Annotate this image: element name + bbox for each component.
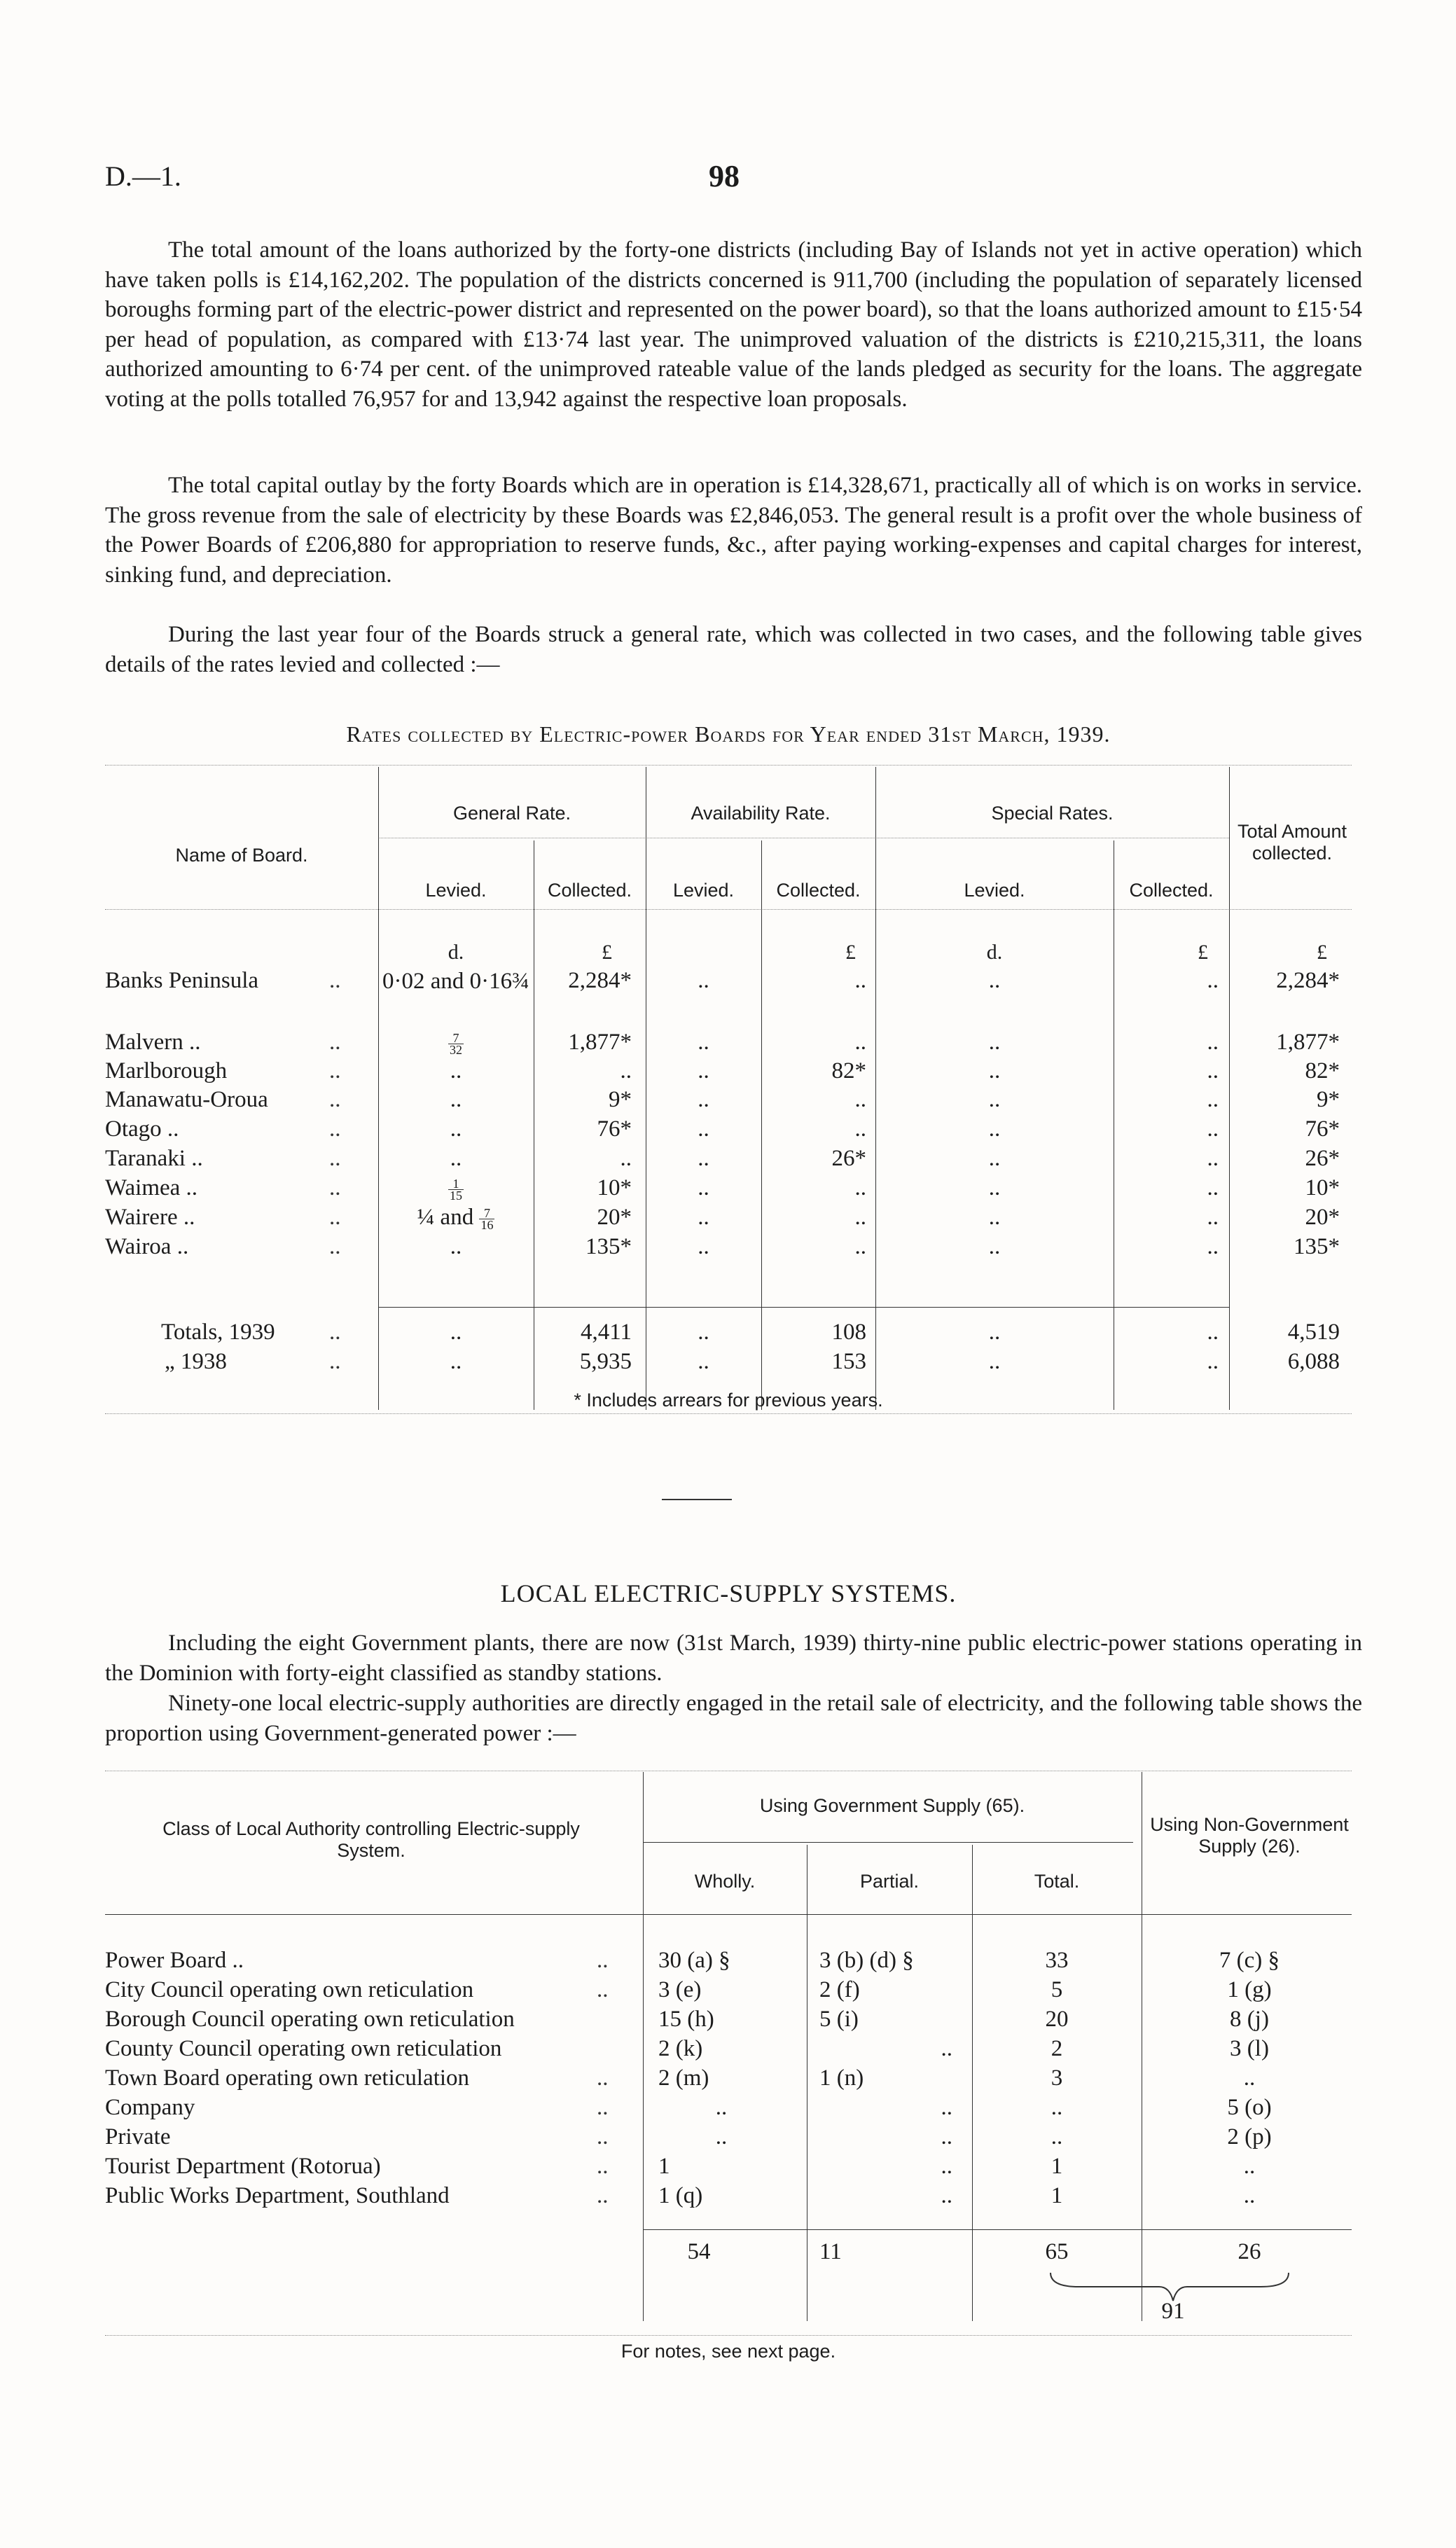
rates-row-avail-collected: .. [854,1175,866,1200]
supply-row-partial: 5 (i) [819,2007,859,2032]
col-header-class: Class of Local Authority controlling Electric-supply System. [162,1818,580,1861]
rates-row-gen-collected: 2,284* [568,968,632,993]
rates-row-spec-collected: .. [1207,1087,1219,1112]
rates-row-gen-levied: 0·02 and 0·16¾ [382,969,529,994]
supply-row-name: Company [105,2095,195,2120]
supply-row-total: 5 [1051,1977,1063,2002]
table-bottom-rule [105,2335,1352,2336]
intro-paragraph-2: The total capital outlay by the forty Boards which are in operation is £14,328,671, practically all of which is on works in service. The gross revenue from the sale of electricity by these Boards was £2,846,053. The general result is a profit over the whole business of the Power Boards of £206,880 for appropriation to reserve funds, &c., after paying working-expenses and capital charges for interest, sinking fund, and depreciation. [105,473,1362,588]
sub-header-levied: Levied. [964,880,1025,901]
rates-row-spec-levied: .. [988,1205,1001,1230]
rates-row-name: Malvern .. [105,1030,201,1055]
supply-row-non-gov: 2 (p) [1227,2124,1272,2149]
rates-row-spec-collected: .. [1207,1205,1219,1230]
supply-row-total: 20 [1045,2007,1069,2032]
leader-dots: .. [329,1175,341,1200]
col-header-total: Total Amount collected. [1237,821,1347,864]
supply-row-wholly: 1 [658,2154,670,2179]
supply-row-wholly: 3 (e) [658,1977,702,2002]
rates-row-avail-levied: .. [698,1058,709,1083]
leader-dots: .. [597,2124,609,2149]
fraction [479,1207,494,1231]
supply-row-partial: .. [941,2095,952,2120]
leader-dots: .. [597,1948,609,1973]
rates-row-avail-levied: .. [698,1234,709,1259]
sub-header-collected: Collected. [776,880,861,901]
total-gov: 65 [1045,2239,1069,2264]
rates-row-total: 76* [1305,1116,1340,1142]
rates-row-spec-collected: .. [1207,1234,1219,1259]
rates-total-row-name: Totals, 1939 [161,1320,275,1345]
rates-row-name: Wairere .. [105,1205,195,1230]
rates-total-row-gen-levied: .. [450,1320,462,1345]
rates-row-avail-collected: .. [854,1234,866,1259]
rates-total-row-avail-collected: 153 [831,1349,866,1374]
supply-row-total: 2 [1051,2036,1063,2061]
supply-row-non-gov: 7 (c) § [1219,1948,1280,1973]
supply-row-partial: .. [941,2036,952,2061]
rates-total-row-gen-levied: .. [450,1349,462,1374]
rates-table-caption: Rates collected by Electric-power Boards for Year ended 31st March, 1939. [346,721,1111,747]
intro-paragraph-3: During the last year four of the Boards struck a general rate, which was collected in two cases, and the following table gives details of the rates levied and collected :— [105,622,1362,677]
rates-total-row-avail-levied: .. [698,1320,709,1345]
rates-row-avail-collected: 26* [831,1146,866,1171]
page-number: 98 [709,159,740,193]
rates-row-gen-levied [378,1174,534,1202]
fraction-denominator: 32 [450,1042,462,1057]
rates-row-total: 2,284* [1276,968,1340,993]
rates-total-row-avail-collected: 108 [831,1320,866,1345]
rates-total-row-total: 6,088 [1287,1349,1340,1374]
rates-row-spec-collected: .. [1207,968,1219,993]
rates-row-name: Wairoa .. [105,1234,189,1259]
sub-header-wholly: Wholly. [694,1871,756,1892]
supply-row-partial: .. [941,2124,952,2149]
totals-rule [643,2229,1352,2230]
leader-dots: .. [329,1349,341,1374]
leader-dots: .. [329,1320,341,1345]
supply-row-non-gov: 3 (l) [1230,2036,1269,2061]
fraction-numerator: 1 [448,1178,464,1190]
supply-row-total: 1 [1051,2154,1063,2179]
rates-row-name: Banks Peninsula [105,968,259,993]
supply-row-wholly: .. [715,2124,728,2149]
rates-row-spec-levied: .. [988,968,1001,993]
grand-total: 91 [1161,2299,1185,2324]
leader-dots: .. [597,2154,609,2179]
leader-dots: .. [597,2095,609,2120]
table-bottom-rule [105,1413,1352,1414]
section-paragraph-2: Ninety-one local electric-supply authorities are directly engaged in the retail sale of electricity, and the following table shows the proportion using Government-generated power :— [105,1691,1362,1746]
rates-row-gen-collected: 1,877* [568,1030,632,1055]
supply-row-name: Town Board operating own reticulation [105,2065,470,2091]
supply-row-name: Power Board .. [105,1948,244,1973]
rates-row-avail-levied: .. [698,1205,709,1230]
leader-dots: .. [329,1116,341,1142]
leader-dots: .. [329,1146,341,1171]
leader-dots: .. [329,968,341,993]
supply-row-total: .. [1051,2095,1063,2120]
supply-row-total: 3 [1051,2065,1063,2091]
rates-row-gen-levied: .. [450,1058,462,1083]
leader-dots: .. [329,1058,341,1083]
supply-row-total: 1 [1051,2183,1063,2208]
rates-row-spec-levied: .. [988,1030,1001,1055]
rates-total-row-gen-collected: 5,935 [579,1349,632,1374]
fraction-numerator: 7 [448,1032,464,1044]
rates-total-row-spec-collected: .. [1207,1320,1219,1345]
rates-row-spec-levied: .. [988,1146,1001,1171]
rates-row-spec-collected: .. [1207,1146,1219,1171]
rates-row-total: 26* [1305,1146,1340,1171]
header-bottom-rule [105,1914,1352,1915]
leader-dots: .. [597,2065,609,2091]
rates-total-row-gen-collected: 4,411 [580,1320,632,1345]
rates-row-spec-levied: .. [988,1116,1001,1142]
unit-label: £ [602,941,612,964]
supply-footnote: For notes, see next page. [620,2341,836,2362]
rates-row-gen-levied [378,1203,534,1231]
supply-row-partial: .. [941,2154,952,2179]
col-header-non-gov: Using Non-Government Supply (26). [1150,1814,1349,1857]
supply-row-wholly: 1 (q) [658,2183,703,2208]
rates-row-gen-levied: .. [450,1234,462,1259]
section-title: LOCAL ELECTRIC-SUPPLY SYSTEMS. [500,1579,957,1607]
intro-paragraph-1: The total amount of the loans authorized by the forty-one districts (including Bay of Islands not yet in active operation) which have taken polls is £14,162,202. The population of the districts concerned is 911,700 (including the population of separately licensed boroughs forming part of the electric-power district and represented on the power board), so that the loans authorized amount to £15·54 per head of population, as compared with £13·74 last year. The unimproved valuation of the districts is £210,215,311, the loans authorized amounting to 6·74 per cent. of the unimproved rateable value of the lands pledged as security for the loans. The aggregate voting at the polls totalled 76,957 for and 13,942 against the respective loan proposals. [105,237,1362,412]
supply-row-partial: 1 (n) [819,2065,864,2091]
rates-row-spec-levied: .. [988,1087,1001,1112]
rates-row-avail-levied: .. [698,1116,709,1142]
supply-row-partial: 2 (f) [819,1977,860,2002]
rates-row-gen-collected: 135* [585,1234,632,1259]
rates-total-row-spec-levied: .. [988,1349,1001,1374]
section-paragraph-1: Including the eight Government plants, there are now (31st March, 1939) thirty-nine public electric-power stations operating in the Dominion with forty-eight classified as standby stations. [105,1630,1362,1686]
supply-row-total: .. [1051,2124,1063,2149]
rates-row-gen-collected: 20* [597,1205,632,1230]
sub-header-total: Total. [1034,1871,1080,1892]
supply-row-wholly: 15 (h) [658,2007,714,2032]
leader-dots: .. [329,1234,341,1259]
rates-row-spec-collected: .. [1207,1058,1219,1083]
rates-row-total: 20* [1305,1205,1340,1230]
supply-row-name: Borough Council operating own reticulation [105,2007,515,2032]
header-bottom-rule [105,909,1352,910]
rates-row-avail-collected: .. [854,1030,866,1055]
supply-row-wholly: 2 (k) [658,2036,703,2061]
rates-row-gen-levied: .. [450,1116,462,1142]
rates-footnote: * Includes arrears for previous years. [574,1390,883,1411]
rates-row-avail-levied: .. [698,1175,709,1200]
sub-header-levied: Levied. [425,880,487,901]
fraction-denominator: 16 [480,1217,494,1232]
col-header-gov-supply: Using Government Supply (65). [759,1795,1025,1816]
document-id: D.—1. [105,160,181,192]
col-header-name: Name of Board. [175,845,308,866]
supply-row-non-gov: 5 (o) [1227,2095,1272,2120]
rates-total-row-name: „ 1938 [165,1349,227,1374]
header-mid-rule [643,1842,1133,1843]
sub-header-collected: Collected. [547,880,632,901]
fraction-numerator: 7 [479,1207,494,1219]
rates-row-gen-collected: .. [620,1146,632,1171]
supply-row-name: Public Works Department, Southland [105,2183,450,2208]
supply-row-non-gov: 1 (g) [1227,1977,1272,2002]
mixed-value: ¼ and [417,1205,480,1230]
rates-row-name: Waimea .. [105,1175,198,1200]
supply-row-wholly: 30 (a) § [658,1948,730,1973]
rates-row-avail-collected: .. [854,1116,866,1142]
rates-total-row-spec-levied: .. [988,1320,1001,1345]
rates-row-avail-levied: .. [698,1030,709,1055]
supply-row-name: Private [105,2124,171,2149]
unit-label: £ [1198,941,1208,964]
rates-row-gen-collected: 76* [597,1116,632,1142]
sub-header-collected: Collected. [1129,880,1214,901]
supply-row-non-gov: .. [1243,2183,1256,2208]
rates-row-gen-levied [378,1028,534,1056]
rates-row-gen-levied: .. [450,1146,462,1171]
rates-row-gen-collected: 10* [597,1175,632,1200]
leader-dots: .. [329,1030,341,1055]
rates-row-avail-collected: .. [854,1205,866,1230]
col-header-general-rate: General Rate. [452,803,571,824]
supply-row-non-gov: 8 (j) [1230,2007,1269,2032]
rates-row-spec-collected: .. [1207,1030,1219,1055]
rates-row-avail-collected: 82* [831,1058,866,1083]
totals-rule [378,1307,1229,1308]
rates-total-row-total: 4,519 [1287,1320,1340,1345]
unit-label: £ [1317,941,1327,964]
rates-row-spec-collected: .. [1207,1116,1219,1142]
rates-row-gen-levied: .. [450,1087,462,1112]
rates-total-row-spec-collected: .. [1207,1349,1219,1374]
supply-row-non-gov: .. [1243,2154,1256,2179]
supply-row-total: 33 [1045,1948,1069,1973]
rates-row-avail-collected: .. [854,968,866,993]
rates-row-spec-levied: .. [988,1058,1001,1083]
leader-dots: .. [329,1087,341,1112]
rates-row-total: 135* [1294,1234,1340,1259]
rates-row-gen-collected: 9* [609,1087,632,1112]
supply-row-wholly: 2 (m) [658,2065,709,2091]
sub-header-levied: Levied. [672,880,735,901]
supply-row-partial: 3 (b) (d) § [819,1948,914,1973]
leader-dots: .. [597,1977,609,2002]
total-non-gov: 26 [1237,2239,1261,2264]
rates-row-total: 82* [1305,1058,1340,1083]
rates-total-row-avail-levied: .. [698,1349,709,1374]
rates-row-name: Taranaki .. [105,1146,203,1171]
leader-dots: .. [597,2183,609,2208]
supply-row-non-gov: .. [1243,2065,1256,2091]
rates-row-avail-collected: .. [854,1087,866,1112]
unit-label: £ [845,941,856,964]
unit-label: d. [448,941,464,964]
fraction-denominator: 15 [450,1188,462,1203]
rates-row-spec-levied: .. [988,1175,1001,1200]
rates-row-name: Otago .. [105,1116,179,1142]
rates-row-total: 10* [1305,1175,1340,1200]
rates-row-spec-collected: .. [1207,1175,1219,1200]
fraction [448,1178,464,1201]
total-partial: 11 [819,2239,842,2264]
total-wholly: 54 [687,2239,711,2264]
section-divider [662,1499,732,1500]
sub-header-partial: Partial. [859,1871,920,1892]
supply-row-name: County Council operating own reticulation [105,2036,502,2061]
supply-row-wholly: .. [715,2095,728,2120]
col-header-special-rates: Special Rates. [991,803,1114,824]
rates-row-spec-levied: .. [988,1234,1001,1259]
supply-row-name: City Council operating own reticulation [105,1977,474,2002]
rates-row-avail-levied: .. [698,1087,709,1112]
col-header-availability-rate: Availability Rate. [691,803,831,824]
table-top-rule [105,765,1352,766]
fraction [448,1032,464,1055]
rates-row-avail-levied: .. [698,1146,709,1171]
supply-row-name: Tourist Department (Rotorua) [105,2154,381,2179]
unit-label: d. [986,941,1003,964]
leader-dots: .. [329,1205,341,1230]
rates-row-name: Marlborough [105,1058,228,1083]
rates-row-total: 1,877* [1276,1030,1340,1055]
rates-row-total: 9* [1317,1087,1340,1112]
rates-row-name: Manawatu-Oroua [105,1087,268,1112]
supply-row-partial: .. [941,2183,952,2208]
rates-row-avail-levied: .. [698,968,709,993]
rates-row-gen-collected: .. [620,1058,632,1083]
